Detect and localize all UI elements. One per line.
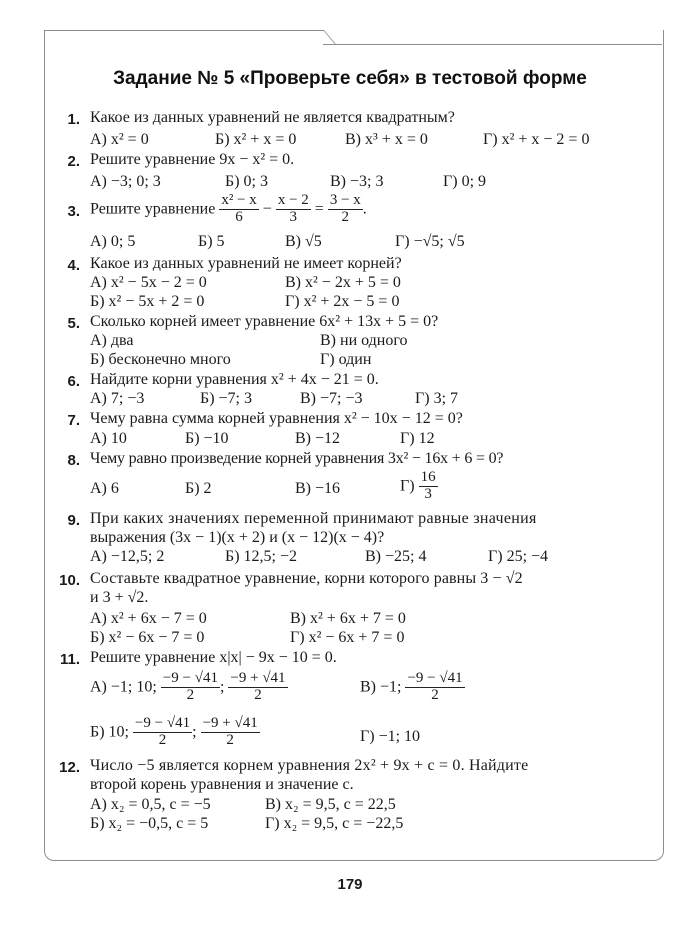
q9-option-a: А) −12,5; 2 [90,548,165,565]
q11-option-b-fraction-1: $\frac{-9 - √41}{2}$ [134,715,191,748]
q2-text: Решите уравнение 9x − x² = 0. [90,151,295,168]
q4-option-c: В) x² − 2x + 5 = 0 [285,274,401,291]
q5-number: 5. [67,315,80,332]
q3-fraction-3: $\frac{3 - x}{2}$ [329,192,361,225]
q12-option-c: В) x₂ = 9,5, c = 22,5 [265,796,396,813]
q11-option-b-fraction-2: $\frac{-9 + √41}{2}$ [202,715,258,748]
q1-option-c: В) x³ + x = 0 [345,131,428,148]
q10-option-b: Б) x² − 6x − 7 = 0 [90,629,205,646]
q12-option-b: Б) x₂ = −0,5, c = 5 [90,815,209,832]
q10-option-c: В) x² + 6x + 7 = 0 [290,610,406,627]
q3-label: Решите уравнение [90,200,216,218]
q11-option-c: В) −1; $\frac{-9 - √41}{2}$ [360,670,463,703]
q3-option-a: А) 0; 5 [90,233,136,250]
q1-option-a: А) x² = 0 [90,131,149,148]
q2-option-a: А) −3; 0; 3 [90,173,161,190]
q10-number: 10. [59,572,80,589]
q11-text: Решите уравнение x|x| − 9x − 10 = 0. [90,649,337,666]
q7-option-c: В) −12 [295,430,341,447]
q11-option-d: Г) −1; 10 [360,728,421,745]
q11-option-a: А) −1; 10; $\frac{-9 - √41}{2}$ ; $\frac{-9 + √41}{2}$ [90,670,286,703]
q8-option-d-fraction: $\frac{16}{3}$ [420,469,436,502]
q7-text: Чему равна сумма корней уравнения x² − 10x − 12 = 0? [90,410,463,427]
q8-option-a: А) 6 [90,480,119,497]
q10-text-line2: и 3 + √2. [90,589,149,606]
q11-option-c-fraction: $\frac{-9 - √41}{2}$ [407,670,463,703]
q7-number: 7. [67,412,80,429]
q4-option-b: Б) x² − 5x + 2 = 0 [90,293,205,310]
q3-option-b: Б) 5 [198,233,225,250]
q8-option-b: Б) 2 [185,480,212,497]
q9-number: 9. [67,512,80,529]
q7-option-b: Б) −10 [185,430,229,447]
q2-number: 2. [67,153,80,170]
q2-option-d: Г) 0; 9 [443,173,487,190]
q5-text: Сколько корней имеет уравнение 6x² + 13x + 5 = 0? [90,313,439,330]
q6-option-c: В) −7; −3 [300,390,363,407]
q7-option-d: Г) 12 [400,430,435,447]
q4-option-a: А) x² − 5x − 2 = 0 [90,274,207,291]
q3-text [90,193,367,226]
q12-number: 12. [59,759,80,776]
q9-text-line1: При каких значениях переменной принимают равные значения [90,510,537,527]
page-title: Задание № 5 «Проверьте себя» в тестовой форме [113,68,587,89]
q1-text: Какое из данных уравнений не является квадратным? [90,109,455,126]
q3-end: . [362,200,367,218]
q11-option-a-fraction-2: $\frac{-9 + √41}{2}$ [230,670,286,703]
q3-option-c: В) √5 [285,233,322,250]
q6-option-b: Б) −7; 3 [200,390,252,407]
q5-option-a: А) два [90,332,134,349]
q8-option-c: В) −16 [295,480,341,497]
q8-number: 8. [67,452,80,469]
q9-option-c: В) −25; 4 [365,548,427,565]
q4-number: 4. [67,257,80,274]
q11-number: 11. [59,651,80,668]
q3-fraction-1: $\frac{\text{x² − x}}{6}$ [221,192,257,225]
q4-option-d: Г) x² + 2x − 5 = 0 [285,293,400,310]
q12-text-line2: второй корень уравнения и значение c. [90,776,354,793]
q4-text: Какое из данных уравнений не имеет корней? [90,255,402,272]
q5-option-c: В) ни одного [320,332,408,349]
q11-option-b: Б) 10; $\frac{-9 - √41}{2}$ ; $\frac{-9 + √41}{2}$ [90,715,258,748]
q12-text-line1: Число −5 является корнем уравнения 2x² + 9x + c = 0. Найдите [90,757,529,774]
q1-option-b: Б) x² + x = 0 [215,131,297,148]
page-number: 179 [337,876,363,893]
q6-option-a: А) 7; −3 [90,390,145,407]
q6-option-d: Г) 3; 7 [415,390,459,407]
q8-option-d: Г) $\frac{16}{3}$ [400,469,436,502]
q3-option-d: Г) −√5; √5 [395,233,465,250]
q12-option-d: Г) x₂ = 9,5, c = −22,5 [265,815,404,832]
q3-number: 3. [67,203,80,220]
q1-number: 1. [67,111,80,128]
q1-option-d: Г) x² + x − 2 = 0 [483,131,590,148]
q9-text-line2: выражения (3x − 1)(x + 2) и (x − 12)(x − 4)? [90,529,385,546]
q3-equals: = [314,200,324,218]
q6-number: 6. [67,373,80,390]
q3-minus: − [262,200,272,218]
q8-text: Чему равно произведение корней уравнения 3x² − 16x + 6 = 0? [90,450,504,467]
q9-option-b: Б) 12,5; −2 [225,548,297,565]
q7-option-a: А) 10 [90,430,127,447]
q10-option-d: Г) x² − 6x + 7 = 0 [290,629,405,646]
q2-option-c: В) −3; 3 [330,173,384,190]
q2-option-b: Б) 0; 3 [225,173,268,190]
q10-text-line1: Составьте квадратное уравнение, корни которого равны 3 − √2 [90,570,523,587]
q12-option-a: А) x₂ = 0,5, c = −5 [90,796,211,813]
q6-text: Найдите корни уравнения x² + 4x − 21 = 0. [90,371,379,388]
q11-option-a-fraction-1: $\frac{-9 - √41}{2}$ [162,670,218,703]
q10-option-a: А) x² + 6x − 7 = 0 [90,610,207,627]
q5-option-b: Б) бесконечно много [90,351,231,368]
q5-option-d: Г) один [320,351,372,368]
q9-option-d: Г) 25; −4 [488,548,549,565]
q3-fraction-2: $\frac{x - 2}{3}$ [277,192,309,225]
